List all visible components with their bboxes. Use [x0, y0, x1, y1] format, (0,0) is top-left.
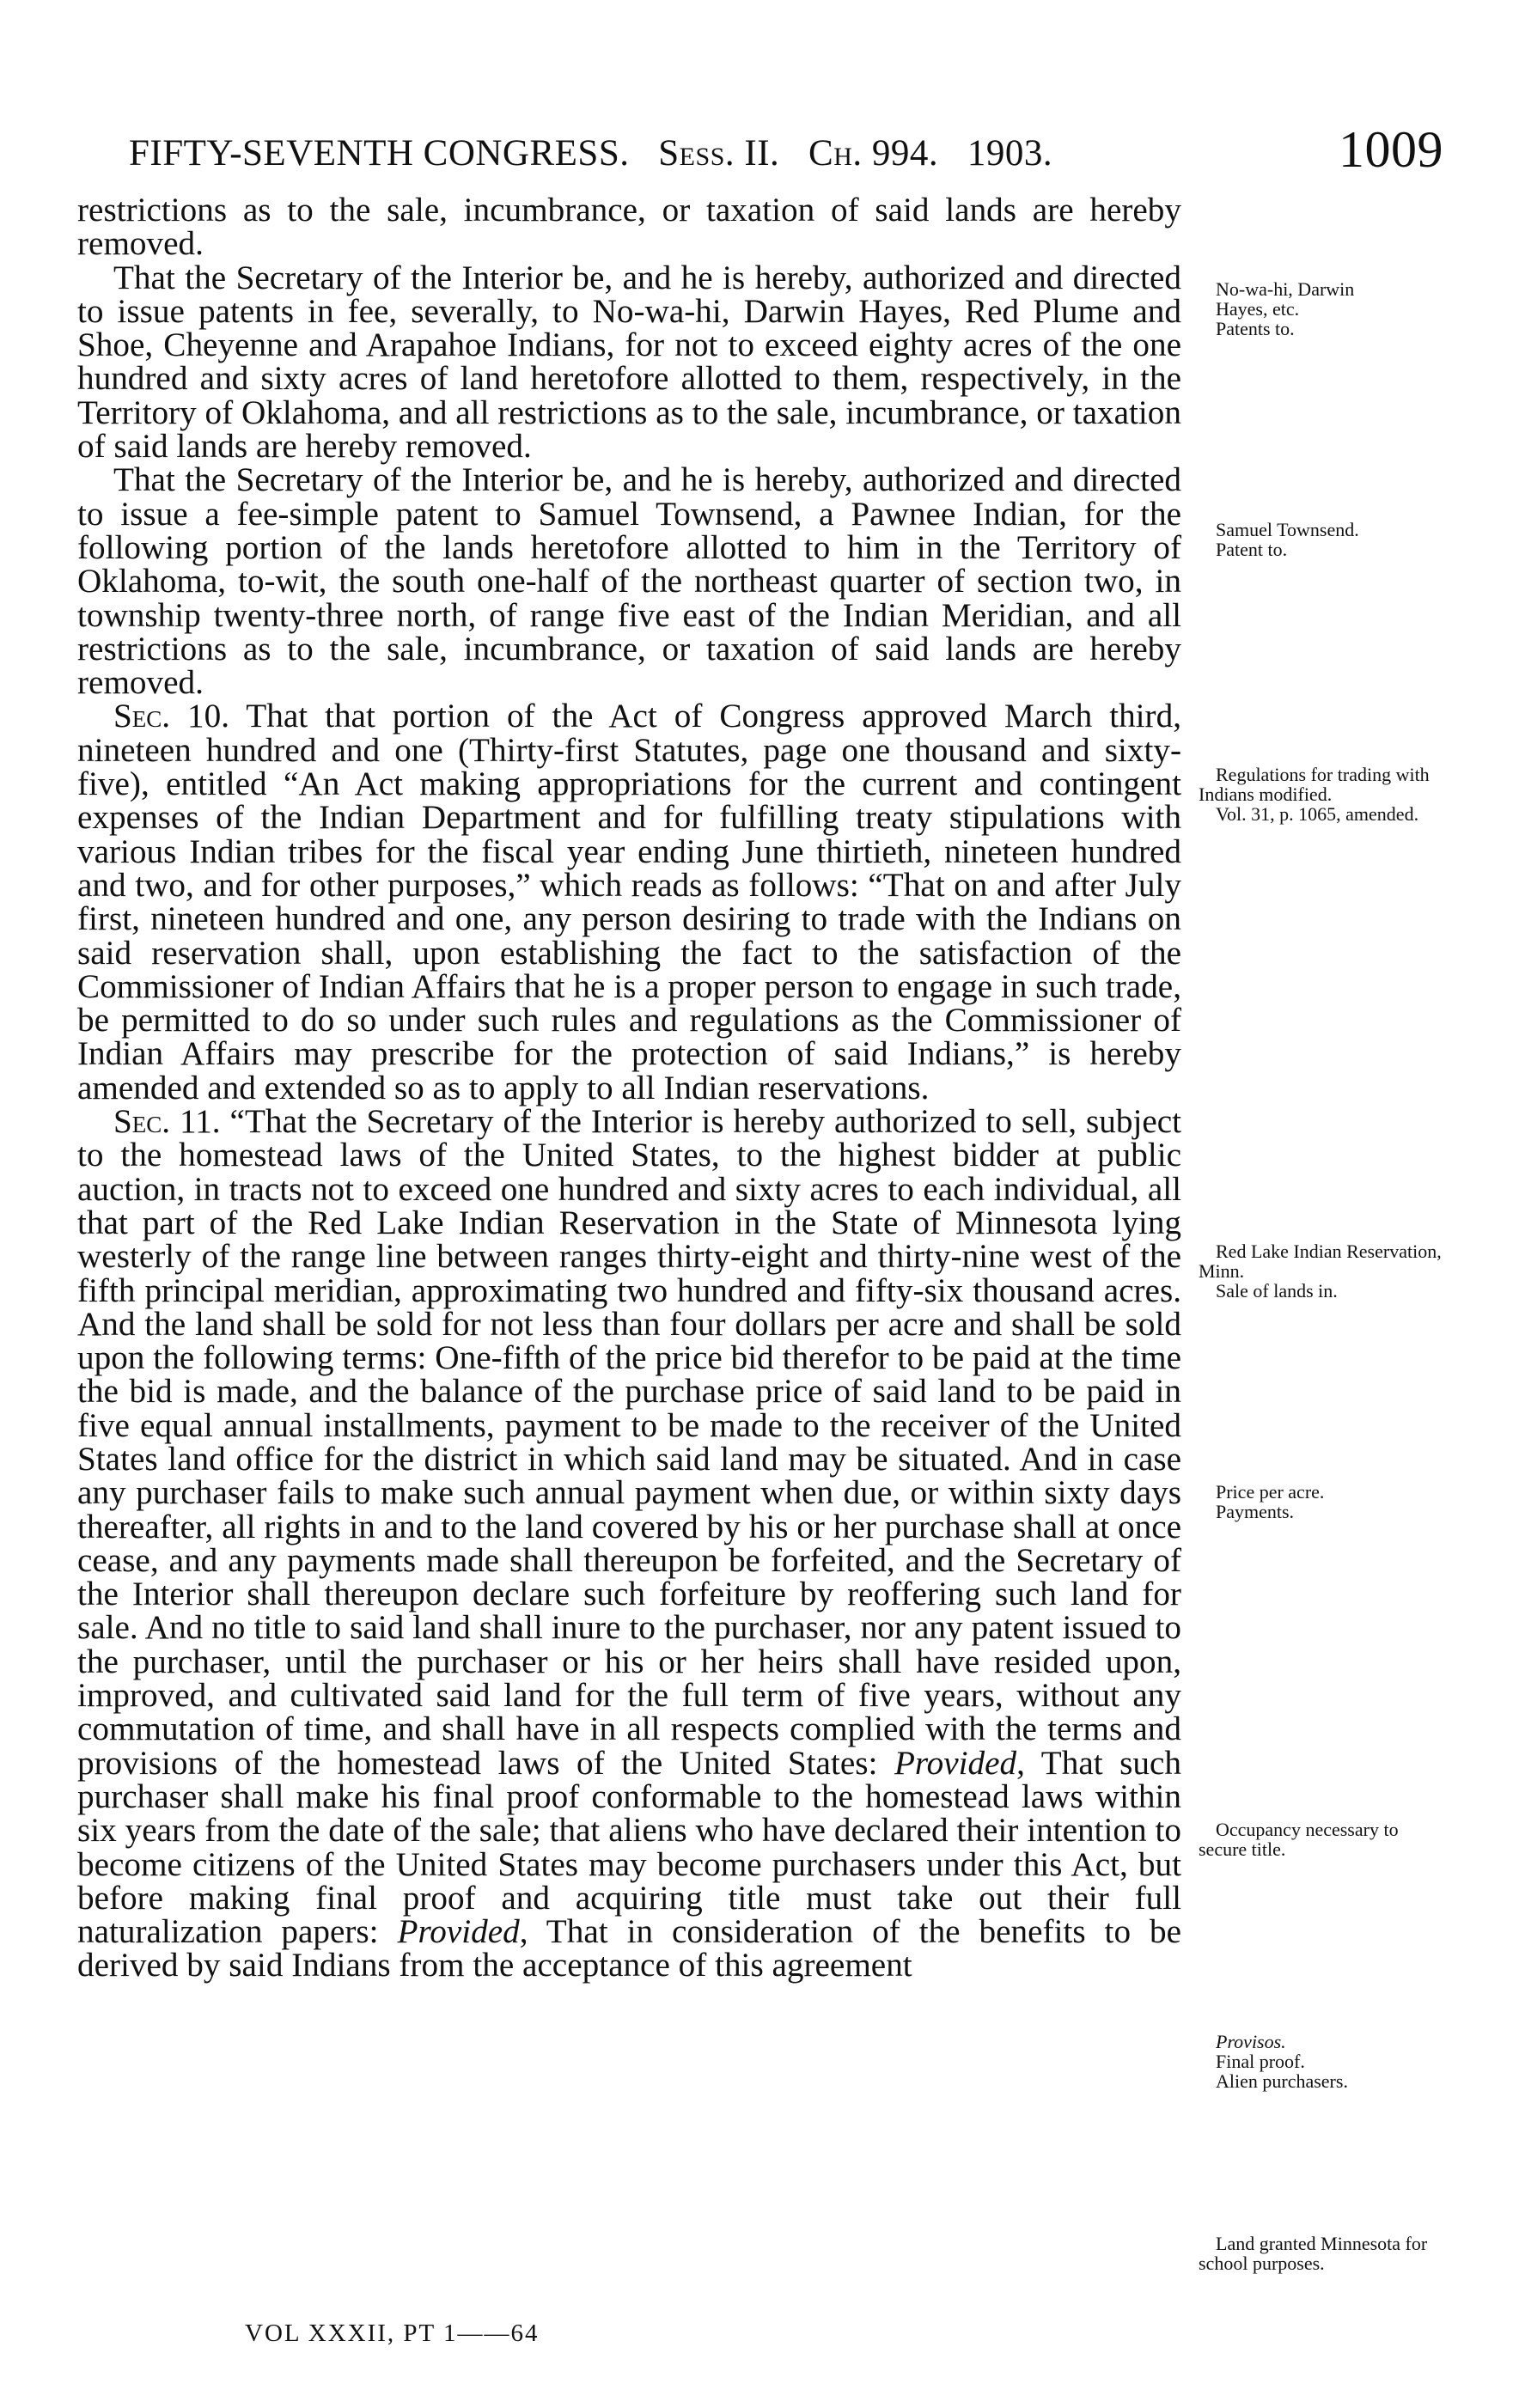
margin-note-price [1199, 1482, 1443, 1521]
paragraph-text: That the Secretary of the Interior be, and he is hereby, authorized and directed to issue a fee-simple patent to Samuel Townsend, a Pawnee Indian, for the following portion of the lands heretofore allotted to him in the Territory of Oklahoma, to-wit, the south one-half of the northeast quarter of section two, in township twenty-three north, of range five east of the Indian Meridian, and all restrictions as to the sale, incumbrance, or taxation of said lands are hereby removed. [77, 461, 1181, 702]
paragraph-text: “That the Secretary of the Interior is hereby authorized to sell, subject to the homestead laws of the United States, to the highest bidder at public auction, in tracts not to exceed one hundred and sixty acres to each individual, all that part of the Red Lake Indian Reservation in the State of Minnesota lying westerly of the range line between ranges thirty-eight and thirty-nine west of the fifth principal meridian, approximating two hundred and fifty-six thousand acres. And the land shall be sold for not less than four dollars per acre and shall be sold upon the following terms: One-fifth of the price bid therefor to be paid at the time the bid is made, and the balance of the purchase price of said land to be paid in five equal annual installments, payment to be made to the receiver of the United States land office for the district in which said land may be situated. And in case any purchaser fails to make such annual payment when due, or within sixty days thereafter, all rights in and to the land covered by his or her purchase shall at once cease, and any payments made shall thereupon be forfeited, and the Secretary of the Interior shall thereupon declare such forfeiture by reoffering such land for sale. And no title to said land shall inure to the purchaser, nor any patent issued to the purchaser, until the purchaser or his or her heirs shall have resided upon, improved, and cultivated said land for the full term of five years, without any commutation of time, and shall have in all respects complied with the terms and provisions of the homestead laws of the United States: [77, 1103, 1181, 1782]
margin-note-line: Hayes, etc. [1216, 298, 1300, 320]
paragraph-text: That the Secretary of the Interior be, and he is hereby, authorized and directed to issue patents in fee, severally, to No-wa-hi, Darwin Hayes, Red Plume and Shoe, Cheyenne and Arapahoe Indians, for not to exceed eighty acres of the one hundred and sixty acres of land heretofore allotted to them, respectively, in the Territory of Oklahoma, and all restrictions as to the sale, incumbrance, or taxation of said lands are hereby removed. [77, 259, 1181, 466]
margin-note-line: Samuel Townsend. [1216, 519, 1359, 540]
header-session: Sess. II. [658, 133, 780, 174]
paragraph-text: That that portion of the Act of Congress approved March third, nineteen hundred and one (Thirty-first Statutes, page one thousand and sixty-five), entitled “An Act making appropriations for the current and contingent expenses of the Indian Department and for fulfilling treaty stipulations with various Indian tribes for the fiscal year ending June thirtieth, nineteen hundred and two, and for other purposes,” which reads as follows: “That on and after July first, nineteen hundred and one, any person desiring to trade with the Indians on said reservation shall, upon establishing the fact to the satisfaction of the Commissioner of Indian Affairs that he is a proper person to engage in such trade, be permitted to do so under such rules and regulations as the Commissioner of Indian Affairs may prescribe for the protection of said Indians,” is hereby amended and extended so as to apply to all Indian reservations. [77, 698, 1181, 1106]
paragraph-samuel-townsend-patent [77, 461, 1181, 702]
provided-term: Provided [397, 1913, 520, 1951]
margin-note-line: Alien purchasers. [1216, 2070, 1348, 2092]
margin-note-regulations [1199, 765, 1443, 824]
header-chapter: Ch. 994. [808, 133, 939, 174]
provided-term: Provided [894, 1744, 1017, 1782]
statute-body [77, 193, 1181, 1983]
paragraph-section-11 [77, 1105, 1181, 1983]
page-number: 1009 [1339, 121, 1443, 178]
paragraph-text: , That in consideration of the benefits to be derived by said Indians from the acceptance of this agreement [77, 1913, 1181, 1984]
margin-note-provisos [1199, 2032, 1443, 2091]
header-citation [129, 132, 1052, 174]
paragraph-restrictions-removed [77, 193, 1181, 261]
running-header [129, 120, 1443, 180]
paragraph-no-wa-hi-patents [77, 261, 1181, 464]
margin-note-line: Payments. [1216, 1501, 1295, 1522]
margin-note-townsend [1199, 520, 1443, 559]
margin-note-red-lake [1199, 1241, 1443, 1301]
signature-mark: VOL XXXII, PT 1——64 [245, 2320, 540, 2347]
margin-note-line: Occupancy necessary to secure title. [1199, 1819, 1399, 1860]
margin-note-line: No-wa-hi, Darwin [1216, 278, 1355, 300]
paragraph-text: restrictions as to the sale, incumbrance, or taxation of said lands are hereby removed. [77, 192, 1181, 263]
margin-note-line: Patents to. [1216, 318, 1295, 339]
margin-note-line: Patent to. [1216, 539, 1288, 560]
header-congress: FIFTY-SEVENTH CONGRESS. [129, 133, 630, 174]
paragraph-section-10 [77, 699, 1181, 1105]
section-label: Sec. 10. [113, 698, 230, 735]
margin-note-line: Final proof. [1216, 2051, 1305, 2072]
margin-note-line: Vol. 31, p. 1065, amended. [1216, 803, 1419, 825]
margin-note-occupancy [1199, 1820, 1443, 1859]
margin-note-line: Provisos. [1216, 2031, 1286, 2052]
margin-note-line: Land granted Minnesota for school purposes. [1199, 2233, 1428, 2274]
header-year: 1903. [967, 133, 1053, 174]
margin-note-line: Red Lake Indian Reservation, Minn. [1199, 1241, 1442, 1282]
margin-note-no-wa-hi [1199, 279, 1443, 338]
margin-note-line: Regulations for trading with Indians modified. [1199, 764, 1430, 805]
section-label: Sec. 11. [113, 1103, 221, 1141]
margin-note-line: Sale of lands in. [1216, 1280, 1338, 1302]
margin-note-land-granted [1199, 2234, 1443, 2273]
margin-note-line: Price per acre. [1216, 1481, 1325, 1503]
paragraph-text: , That such purchaser shall make his final proof conformable to the homestead laws within six years from the date of the sale; that aliens who have declared their intention to become citizens of the United States may become purchasers under this Act, but before making final proof and acquiring title must take out their full naturalization papers: [77, 1744, 1181, 1951]
